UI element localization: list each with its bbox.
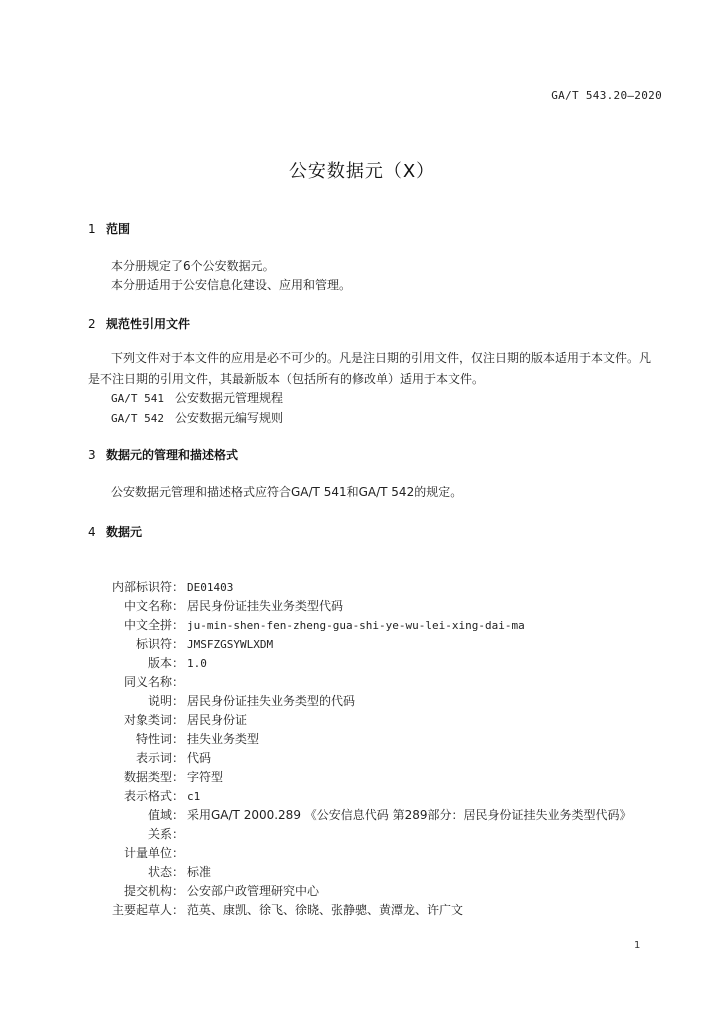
attribute-label: 提交机构： <box>123 884 184 898</box>
attribute-row-property <box>88 730 662 749</box>
reference-code: GA/T 541 <box>111 392 164 405</box>
attribute-value: 代码 <box>187 751 212 765</box>
attribute-label: 同义名称： <box>123 675 184 689</box>
attribute-value: 挂失业务类型 <box>187 732 260 746</box>
reference-item <box>111 389 283 408</box>
attribute-row-status <box>88 863 662 882</box>
attribute-value: DE01403 <box>187 581 234 594</box>
reference-code: GA/T 542 <box>111 412 164 425</box>
section-title: 规范性引用文件 <box>106 317 191 331</box>
attribute-label: 表示格式： <box>123 789 184 803</box>
attribute-label: 值域： <box>147 808 184 822</box>
attribute-label: 中文全拼： <box>123 618 184 632</box>
attribute-row-data-type <box>88 768 662 787</box>
attribute-value: 公安部户政管理研究中心 <box>187 884 320 898</box>
document-title: 公安数据元（X） <box>288 161 436 182</box>
attribute-label: 关系： <box>147 827 184 841</box>
section-2-heading <box>88 315 190 334</box>
section-number: 2 <box>88 317 96 331</box>
attribute-label: 主要起草人： <box>111 903 184 917</box>
reference-title: 公安数据元管理规程 <box>175 391 284 405</box>
reference-title: 公安数据元编写规则 <box>175 411 284 425</box>
section-number: 4 <box>88 525 96 539</box>
attribute-row-identifier <box>88 635 662 654</box>
attribute-row-object-class <box>88 711 662 730</box>
attribute-label: 计量单位： <box>123 846 184 860</box>
attribute-row-representation <box>88 749 662 768</box>
attribute-label: 表示词： <box>135 751 184 765</box>
attribute-value: 居民身份证挂失业务类型代码 <box>187 599 344 613</box>
attribute-value: 采用GA/T 2000.289 《公安信息代码 第289部分：居民身份证挂失业务类型代码》 <box>187 808 632 822</box>
attribute-value: ju-min-shen-fen-zheng-gua-shi-ye-wu-lei-xing-dai-ma <box>187 619 525 632</box>
attribute-row-version <box>88 654 662 673</box>
attribute-label: 版本： <box>147 656 184 670</box>
attribute-row-internal-id <box>88 578 662 597</box>
attribute-row-chinese-name <box>88 597 662 616</box>
standard-code: GA/T 543.20—2020 <box>551 89 662 102</box>
attribute-row-format <box>88 787 662 806</box>
section-title: 范围 <box>106 222 131 236</box>
section-title: 数据元 <box>106 525 143 539</box>
attribute-row-unit <box>88 844 662 863</box>
attribute-value: JMSFZGSYWLXDM <box>187 638 274 651</box>
attribute-label: 内部标识符： <box>111 580 184 594</box>
attribute-label: 说明： <box>147 694 184 708</box>
attribute-row-description <box>88 692 662 711</box>
attribute-value <box>184 825 187 844</box>
section-2-intro: 下列文件对于本文件的应用是必不可少的。凡是注日期的引用文件，仅注日期的版本适用于本文件。凡是不注日期的引用文件，其最新版本（包括所有的修改单）适用于本文件。 <box>88 351 652 386</box>
attribute-label: 状态： <box>147 865 184 879</box>
page-number: 1 <box>634 940 641 951</box>
attribute-label: 特性词： <box>135 732 184 746</box>
section-1-paragraph: 本分册规定了6个公安数据元。 <box>111 259 275 273</box>
attribute-value: 居民身份证 <box>187 713 248 727</box>
attribute-value: 1.0 <box>187 657 207 670</box>
attribute-label: 数据类型： <box>123 770 184 784</box>
attribute-value: 居民身份证挂失业务类型的代码 <box>187 694 356 708</box>
section-4-heading <box>88 523 142 542</box>
attribute-label: 对象类词： <box>123 713 184 727</box>
reference-item <box>111 409 283 428</box>
attribute-row-submitter <box>88 882 662 901</box>
section-3-heading <box>88 446 238 465</box>
attribute-label: 标识符： <box>135 637 184 651</box>
attribute-row-synonym <box>88 673 662 692</box>
section-1-paragraph: 本分册适用于公安信息化建设、应用和管理。 <box>111 278 352 292</box>
attribute-value <box>184 673 187 692</box>
section-3-paragraph: 公安数据元管理和描述格式应符合GA/T 541和GA/T 542的规定。 <box>111 485 463 499</box>
attribute-value: c1 <box>187 790 201 803</box>
attribute-row-value-domain <box>88 806 662 825</box>
attribute-value: 标准 <box>187 865 212 879</box>
section-number: 1 <box>88 222 96 236</box>
attribute-value <box>184 844 187 863</box>
attribute-value: 字符型 <box>187 770 224 784</box>
attribute-value: 范英、康凯、徐飞、徐晓、张静骢、黄潭龙、许广文 <box>187 903 464 917</box>
data-element-attributes <box>88 578 662 920</box>
attribute-row-pinyin <box>88 616 662 635</box>
section-1-heading <box>88 220 130 239</box>
attribute-row-drafters <box>88 901 662 920</box>
attribute-label: 中文名称： <box>123 599 184 613</box>
section-title: 数据元的管理和描述格式 <box>106 448 239 462</box>
attribute-row-relation <box>88 825 662 844</box>
section-number: 3 <box>88 448 96 462</box>
